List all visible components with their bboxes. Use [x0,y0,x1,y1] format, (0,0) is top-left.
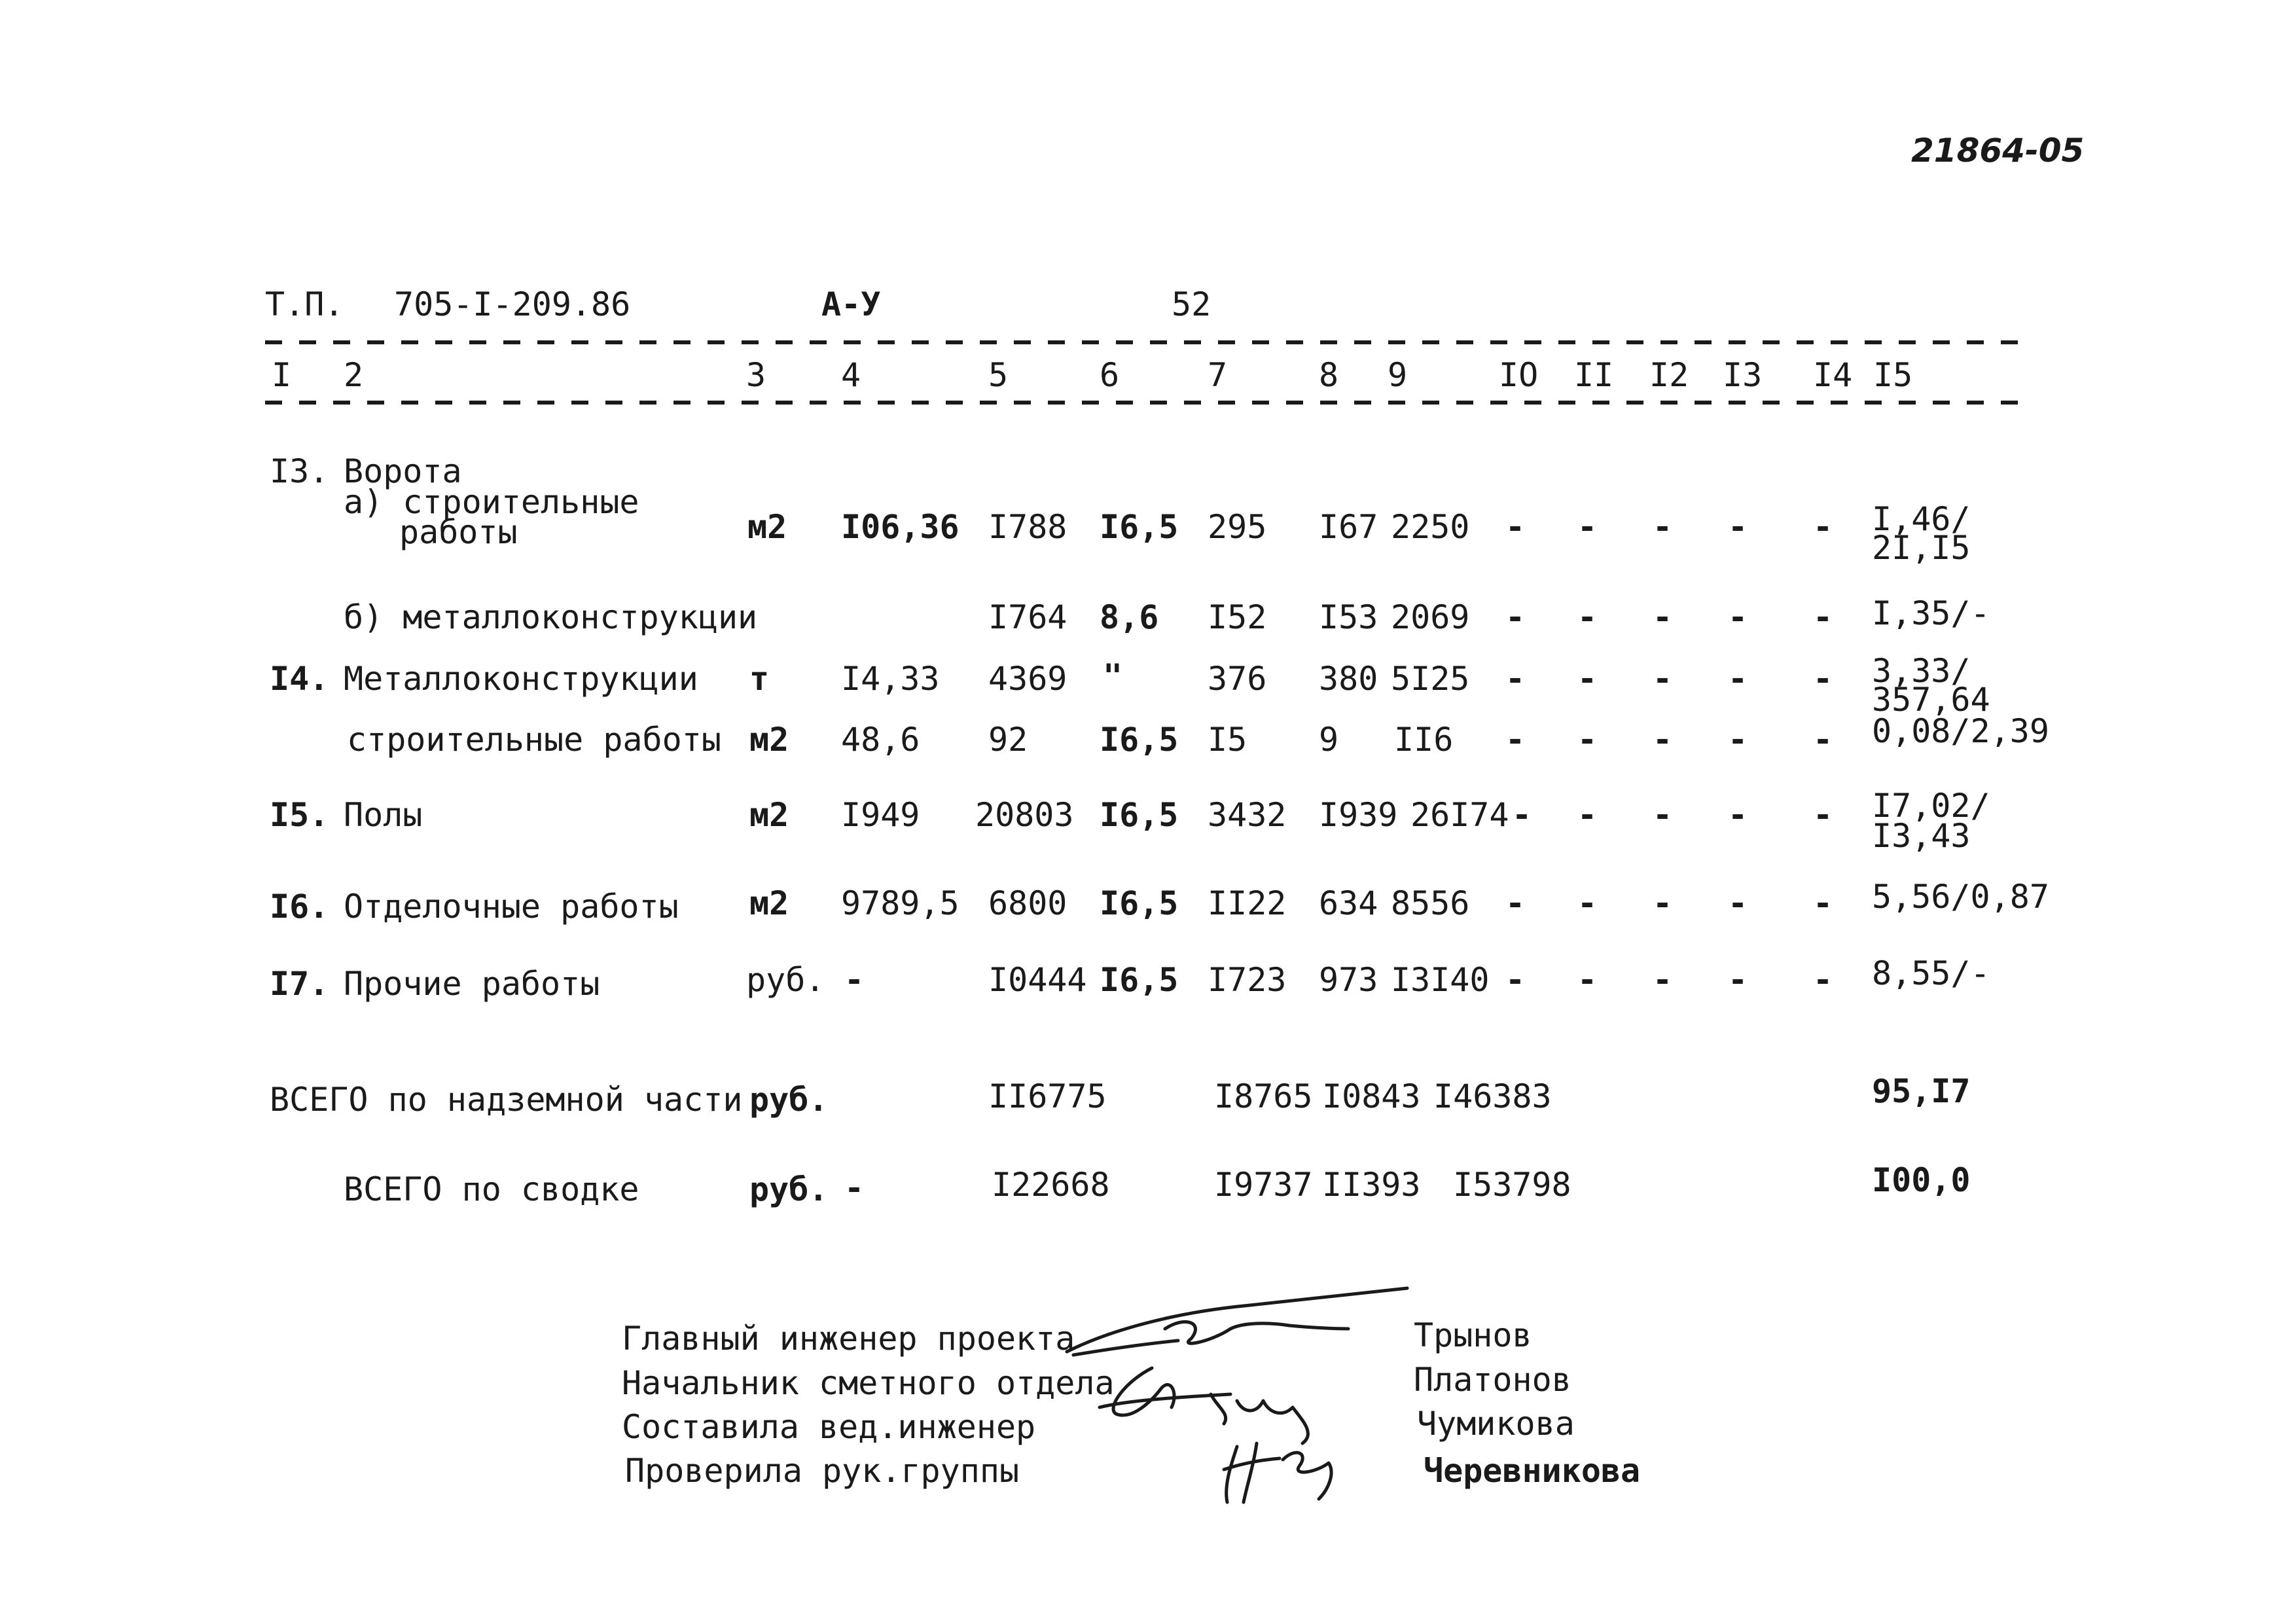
cell-15: 3,33/ [1872,652,1971,690]
cell-14: - [1813,961,1833,999]
cell-9: I53798 [1453,1166,1571,1204]
cell-15: I,35/- [1872,594,1990,632]
cell-13: - [1728,598,1748,636]
signature-name: Черевникова [1424,1452,1641,1490]
cell-8: II393 [1322,1166,1421,1204]
cell-8: I0843 [1322,1077,1421,1115]
cell-13: - [1728,884,1748,922]
album-code: А-У [821,285,881,323]
header-rule-top [265,340,2022,344]
cell-8: I67 [1319,508,1378,546]
col-10: IO [1499,356,1539,394]
cell-6: I6,5 [1100,508,1179,546]
cell-14: - [1813,884,1833,922]
cell-15: 8,55/- [1872,954,1990,992]
col-8: 8 [1319,356,1339,394]
cell-5: 92 [988,721,1028,759]
cell-5: I788 [988,508,1067,546]
cell-7: II22 [1208,884,1287,922]
cell-8: 973 [1319,961,1378,999]
cell-10: - [1505,508,1526,546]
row-label: а) строительные [344,483,639,521]
col-4: 4 [841,356,861,394]
cell-9: 8556 [1391,884,1470,922]
tp-label: Т.П. [265,285,344,323]
cell-13: - [1728,796,1748,834]
cell-11: - [1577,796,1598,834]
cell-14: - [1813,660,1833,698]
cell-6: " [1103,657,1123,695]
cell-5: I0444 [988,961,1087,999]
row-number: I7. [270,965,329,1003]
cell-10: - [1505,961,1526,999]
cell-9: II6 [1394,721,1454,759]
col-1: I [272,356,292,394]
cell-6: 8,6 [1100,598,1159,636]
cell-10: - [1505,660,1526,698]
cell-15: 0,08/2,39 [1872,712,2049,750]
cell-4: I4,33 [841,660,940,698]
cell-7: 295 [1208,508,1267,546]
row-label: Прочие работы [344,965,600,1003]
col-14: I4 [1813,356,1853,394]
cell-10: - [1505,884,1526,922]
col-13: I3 [1723,356,1763,394]
cell-4: - [844,961,865,999]
cell-5: 6800 [988,884,1067,922]
cell-5: I764 [988,598,1067,636]
cell-4: 48,6 [841,721,920,759]
unit-cell: руб. [749,1081,829,1119]
cell-12: - [1653,660,1673,698]
cell-9: I3I40 [1391,961,1490,999]
cell-15-cont: 357,64 [1872,681,1990,719]
cell-12: - [1653,598,1673,636]
row-number: I3. [270,452,329,490]
cell-14: - [1813,721,1833,759]
signature-name: Платонов [1414,1361,1571,1399]
cell-8: 634 [1319,884,1378,922]
cell-10: - [1505,721,1526,759]
row-title: Ворота [344,452,462,490]
cell-8: I939 [1319,796,1398,834]
unit-cell: руб. [749,1170,829,1208]
cell-6: I6,5 [1100,796,1179,834]
cell-8: I53 [1319,598,1378,636]
cell-5: I22668 [992,1166,1110,1204]
cell-6: I6,5 [1100,884,1179,922]
cell-7: I52 [1208,598,1267,636]
header-rule-bottom [265,401,2022,405]
cell-11: - [1577,961,1598,999]
signature-role: Проверила рук.группы [625,1452,1020,1490]
document-number: 21864-05 [1911,132,2085,170]
cell-7: I8765 [1214,1077,1313,1115]
col-5: 5 [988,356,1009,394]
col-7: 7 [1208,356,1228,394]
cell-8: 380 [1319,660,1378,698]
cell-9: 2250 [1391,508,1470,546]
cell-9: I46383 [1433,1077,1552,1115]
col-11: II [1574,356,1614,394]
col-15: I5 [1873,356,1913,394]
row-number: I4. [270,660,329,698]
signature-name: Трынов [1414,1316,1532,1354]
cell-6: I6,5 [1100,721,1179,759]
cell-7: 3432 [1208,796,1287,834]
signature-role: Начальник сметного отдела [622,1364,1115,1402]
cell-15: 95,I7 [1872,1072,1971,1110]
unit-cell: м2 [747,508,787,546]
cell-9: 5I25 [1391,660,1470,698]
cell-14: - [1813,598,1833,636]
cell-8: 9 [1319,721,1339,759]
cell-12: - [1653,721,1673,759]
cell-15: 5,56/0,87 [1872,878,2049,916]
cell-15: I00,0 [1872,1161,1971,1199]
cell-12: - [1653,796,1673,834]
cell-4: - [844,1169,865,1207]
cell-6: I6,5 [1100,961,1179,999]
cell-11: - [1577,884,1598,922]
cell-11: - [1577,660,1598,698]
row-label: Отделочные работы [344,888,679,926]
unit-cell: руб. [746,961,825,999]
cell-9: 2069 [1391,598,1470,636]
cell-10: - [1512,796,1532,834]
cell-7: I723 [1208,961,1287,999]
cell-11: - [1577,598,1598,636]
col-9: 9 [1388,356,1408,394]
col-6: 6 [1100,356,1120,394]
cell-5: 4369 [988,660,1067,698]
cell-15-cont: 2I,I5 [1872,529,1971,567]
col-2: 2 [344,356,364,394]
signature-name: Чумикова [1417,1405,1575,1443]
unit-cell: т [749,660,770,698]
row-number: I6. [270,888,329,926]
cell-13: - [1728,961,1748,999]
col-12: I2 [1649,356,1689,394]
total-label: ВСЕГО по надземной части [270,1081,743,1119]
cell-7: 376 [1208,660,1267,698]
cell-9: 26I74 [1410,796,1509,834]
row-label: строительные работы [347,721,721,759]
project-code: 705-I-209.86 [394,285,631,323]
unit-cell: м2 [749,796,789,834]
cell-11: - [1577,721,1598,759]
cell-10: - [1505,598,1526,636]
page-number: 52 [1172,285,1211,323]
row-number: I5. [270,796,329,834]
row-label: Металлоконструкции [344,660,698,698]
col-3: 3 [746,356,766,394]
cell-7: I5 [1208,721,1247,759]
cell-14: - [1813,796,1833,834]
cell-15: I,46/ [1872,500,1971,538]
cell-14: - [1813,508,1833,546]
cell-13: - [1728,721,1748,759]
cell-15: I7,02/ [1872,787,1990,825]
unit-cell: м2 [749,721,789,759]
cell-12: - [1653,508,1673,546]
row-label-cont: работы [399,513,518,551]
cell-13: - [1728,508,1748,546]
cell-13: - [1728,660,1748,698]
cell-11: - [1577,508,1598,546]
signature-role: Главный инженер проекта [622,1320,1075,1358]
signature-role: Составила вед.инженер [622,1408,1036,1446]
cell-15-cont: I3,43 [1872,817,1971,855]
row-label: Полы [344,796,423,834]
cell-12: - [1653,884,1673,922]
cell-4: I949 [841,796,920,834]
cell-4: I06,36 [841,508,960,546]
cell-12: - [1653,961,1673,999]
cell-5: 20803 [975,796,1074,834]
cell-5: II6775 [988,1077,1107,1115]
total-label: ВСЕГО по сводке [344,1170,639,1208]
unit-cell: м2 [749,884,789,922]
row-label: б) металлоконструкции [344,598,758,636]
cell-7: I9737 [1214,1166,1313,1204]
cell-4: 9789,5 [841,884,960,922]
